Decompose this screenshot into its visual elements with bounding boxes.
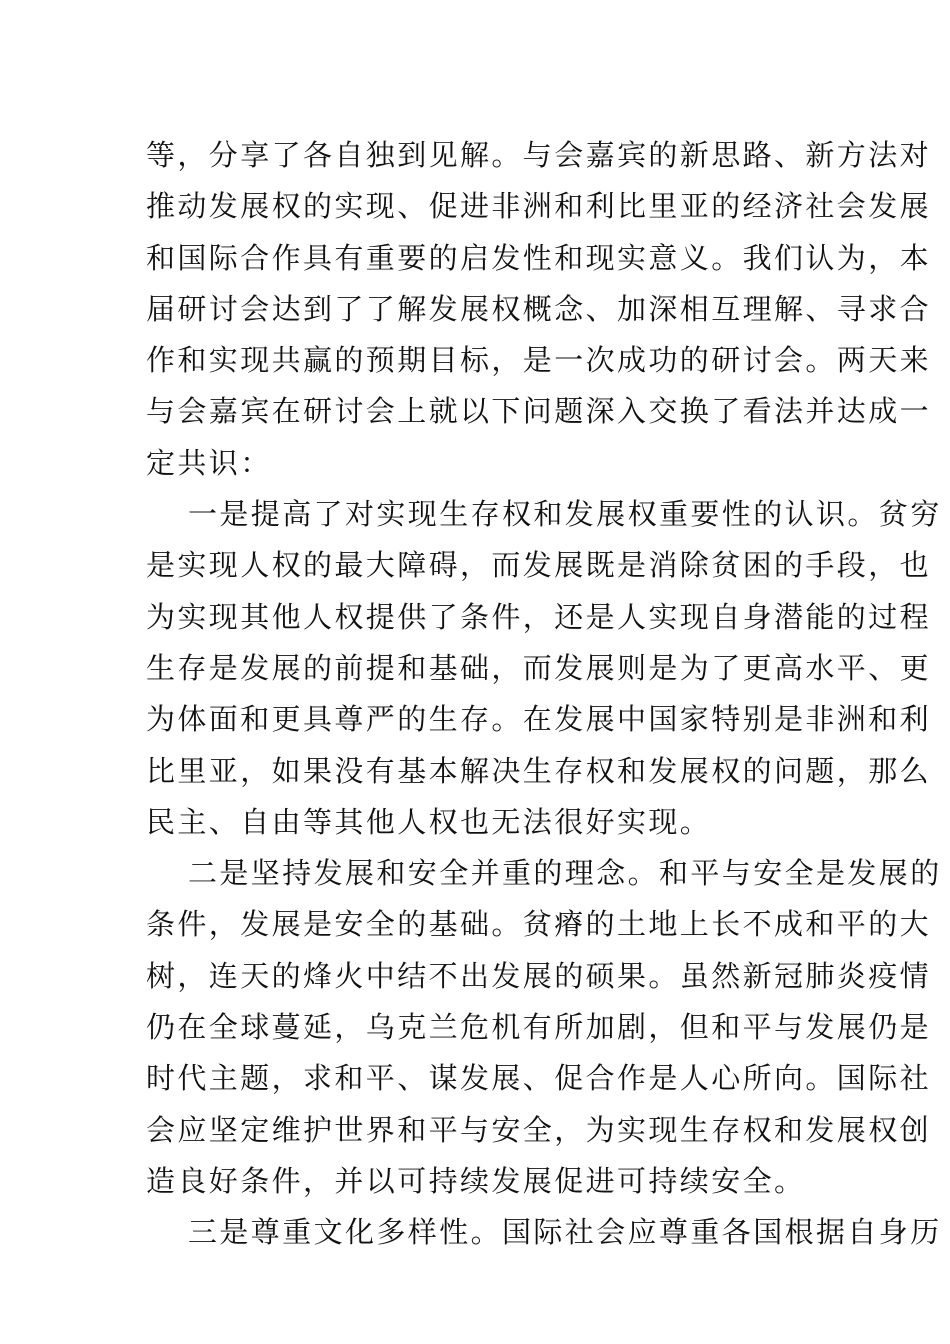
text-line: 时代主题，求和平、谋发展、促合作是人心所向。国际社	[146, 1061, 932, 1096]
text-line: 造良好条件，并以可持续发展促进可持续安全。	[146, 1163, 806, 1198]
text-line: 定共识：	[146, 445, 272, 480]
text-line: 作和实现共赢的预期目标，是一次成功的研讨会。两天来	[146, 343, 932, 378]
text-line: 为体面和更具尊严的生存。在发展中国家特别是非洲和利	[146, 702, 932, 737]
document-body	[146, 130, 942, 1259]
text-line: 推动发展权的实现、促进非洲和利比里亚的经济社会发展	[146, 189, 932, 224]
text-line: 仍在全球蔓延，乌克兰危机有所加剧，但和平与发展仍是	[146, 1010, 932, 1045]
text-line: 民主、自由等其他人权也无法很好实现。	[146, 804, 712, 839]
text-line: 是实现人权的最大障碍，而发展既是消除贫困的手段，也	[146, 548, 932, 583]
paragraph-first-line: 二是坚持发展和安全并重的理念。和平与安全是发展的	[188, 856, 942, 891]
text-line: 会应坚定维护世界和平与安全，为实现生存权和发展权创	[146, 1112, 932, 1147]
text-line: 条件，发展是安全的基础。贫瘠的土地上长不成和平的大	[146, 907, 932, 942]
text-line: 届研讨会达到了了解发展权概念、加深相互理解、寻求合	[146, 291, 932, 326]
text-line: 树，连天的烽火中结不出发展的硕果。虽然新冠肺炎疫情	[146, 958, 932, 993]
text-line: 等，分享了各自独到见解。与会嘉宾的新思路、新方法对	[146, 138, 932, 172]
text-line: 与会嘉宾在研讨会上就以下问题深入交换了看法并达成一	[146, 394, 932, 429]
paragraph-first-line: 三是尊重文化多样性。国际社会应尊重各国根据自身历	[188, 1215, 942, 1250]
paragraph-first-line: 一是提高了对实现生存权和发展权重要性的认识。贫穷	[188, 497, 942, 532]
text-line: 比里亚，如果没有基本解决生存权和发展权的问题，那么	[146, 753, 932, 788]
text-line: 生存是发展的前提和基础，而发展则是为了更高水平、更	[146, 650, 932, 685]
text-line: 和国际合作具有重要的启发性和现实意义。我们认为，本	[146, 240, 932, 275]
text-line: 为实现其他人权提供了条件，还是人实现自身潜能的过程	[146, 599, 932, 634]
